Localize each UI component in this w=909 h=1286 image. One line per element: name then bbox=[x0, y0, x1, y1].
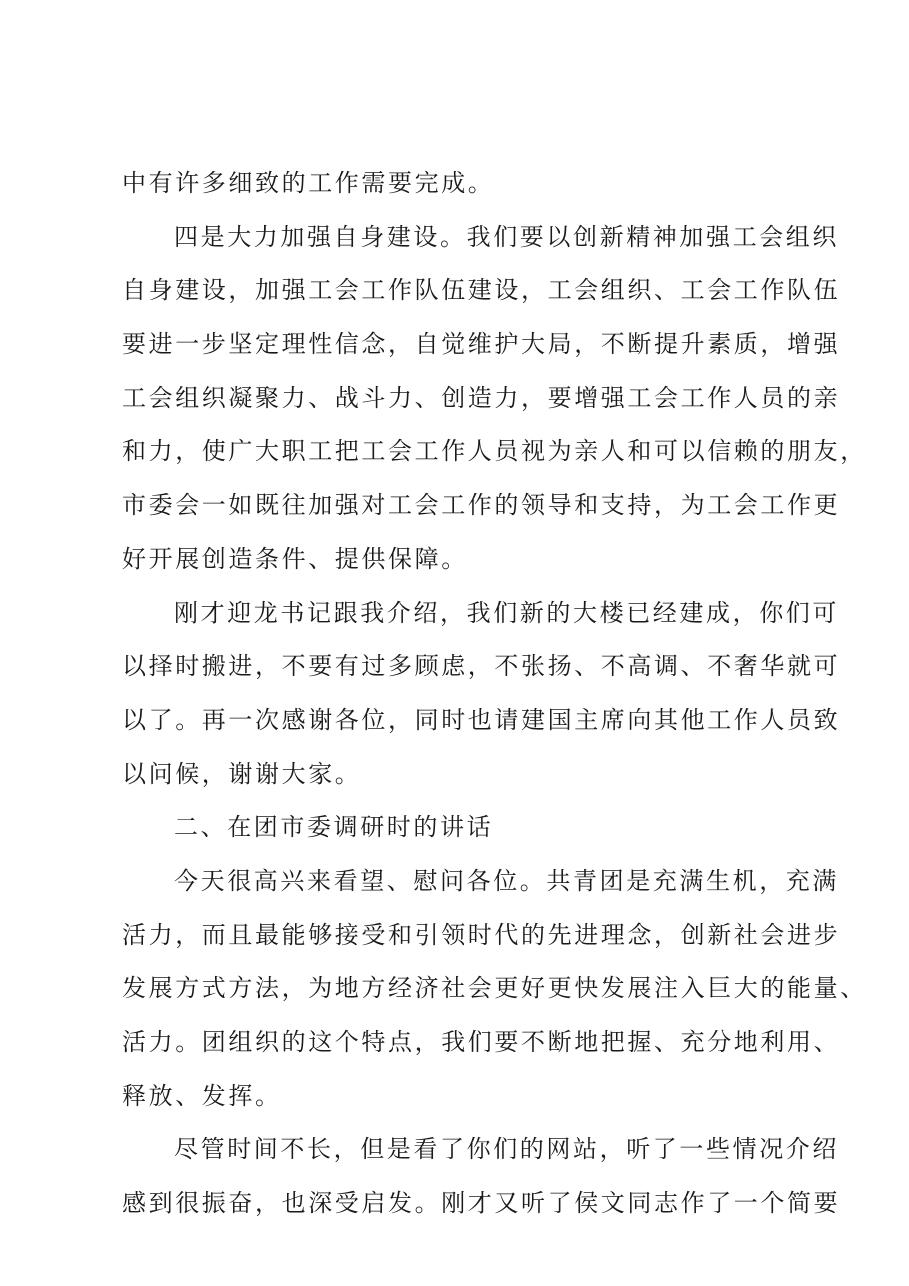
text-line: 好开展创造条件、提供保障。 bbox=[122, 544, 468, 573]
paragraph-start-line: 四是大力加强自身建设。我们要以创新精神加强工会组织 bbox=[174, 222, 839, 251]
text-line: 活力，而且最能够接受和引领时代的先进理念，创新社会进步 bbox=[122, 920, 841, 949]
text-line: 和力，使广大职工把工会工作人员视为亲人和可以信赖的朋友， bbox=[122, 437, 867, 466]
text-line: 市委会一如既往加强对工会工作的领导和支持，为工会工作更 bbox=[122, 491, 841, 520]
paragraph-start-line: 今天很高兴来看望、慰问各位。共青团是充满生机，充满 bbox=[174, 866, 839, 895]
text-line: 要进一步坚定理性信念，自觉维护大局，不断提升素质，增强 bbox=[122, 330, 841, 359]
text-line: 工会组织凝聚力、战斗力、创造力，要增强工会工作人员的亲 bbox=[122, 383, 841, 412]
text-line: 活力。团组织的这个特点，我们要不断地把握、充分地利用、 bbox=[122, 1028, 841, 1056]
text-line: 自身建设，加强工会工作队伍建设，工会组织、工会工作队伍 bbox=[122, 276, 841, 305]
text-line: 感到很振奋，也深受启发。刚才又听了侯文同志作了一个简要 bbox=[122, 1189, 841, 1218]
paragraph-start-line: 尽管时间不长，但是看了你们的网站，听了一些情况介绍 bbox=[174, 1135, 839, 1164]
text-line: 以了。再一次感谢各位，同时也请建国主席向其他工作人员致 bbox=[122, 705, 841, 734]
text-line: 以择时搬进，不要有过多顾虑，不张扬、不高调、不奢华就可 bbox=[122, 652, 841, 681]
text-line: 发展方式方法，为地方经济社会更好更快发展注入巨大的能量、 bbox=[122, 974, 867, 1003]
text-line: 释放、发挥。 bbox=[122, 1081, 282, 1110]
text-line: 中有许多细致的工作需要完成。 bbox=[122, 169, 495, 197]
document-body bbox=[122, 157, 867, 1231]
section-heading: 二、在团市委调研时的讲话 bbox=[174, 813, 494, 842]
text-line: 以问候，谢谢大家。 bbox=[122, 759, 362, 788]
paragraph-start-line: 刚才迎龙书记跟我介绍，我们新的大楼已经建成，你们可 bbox=[174, 598, 839, 627]
